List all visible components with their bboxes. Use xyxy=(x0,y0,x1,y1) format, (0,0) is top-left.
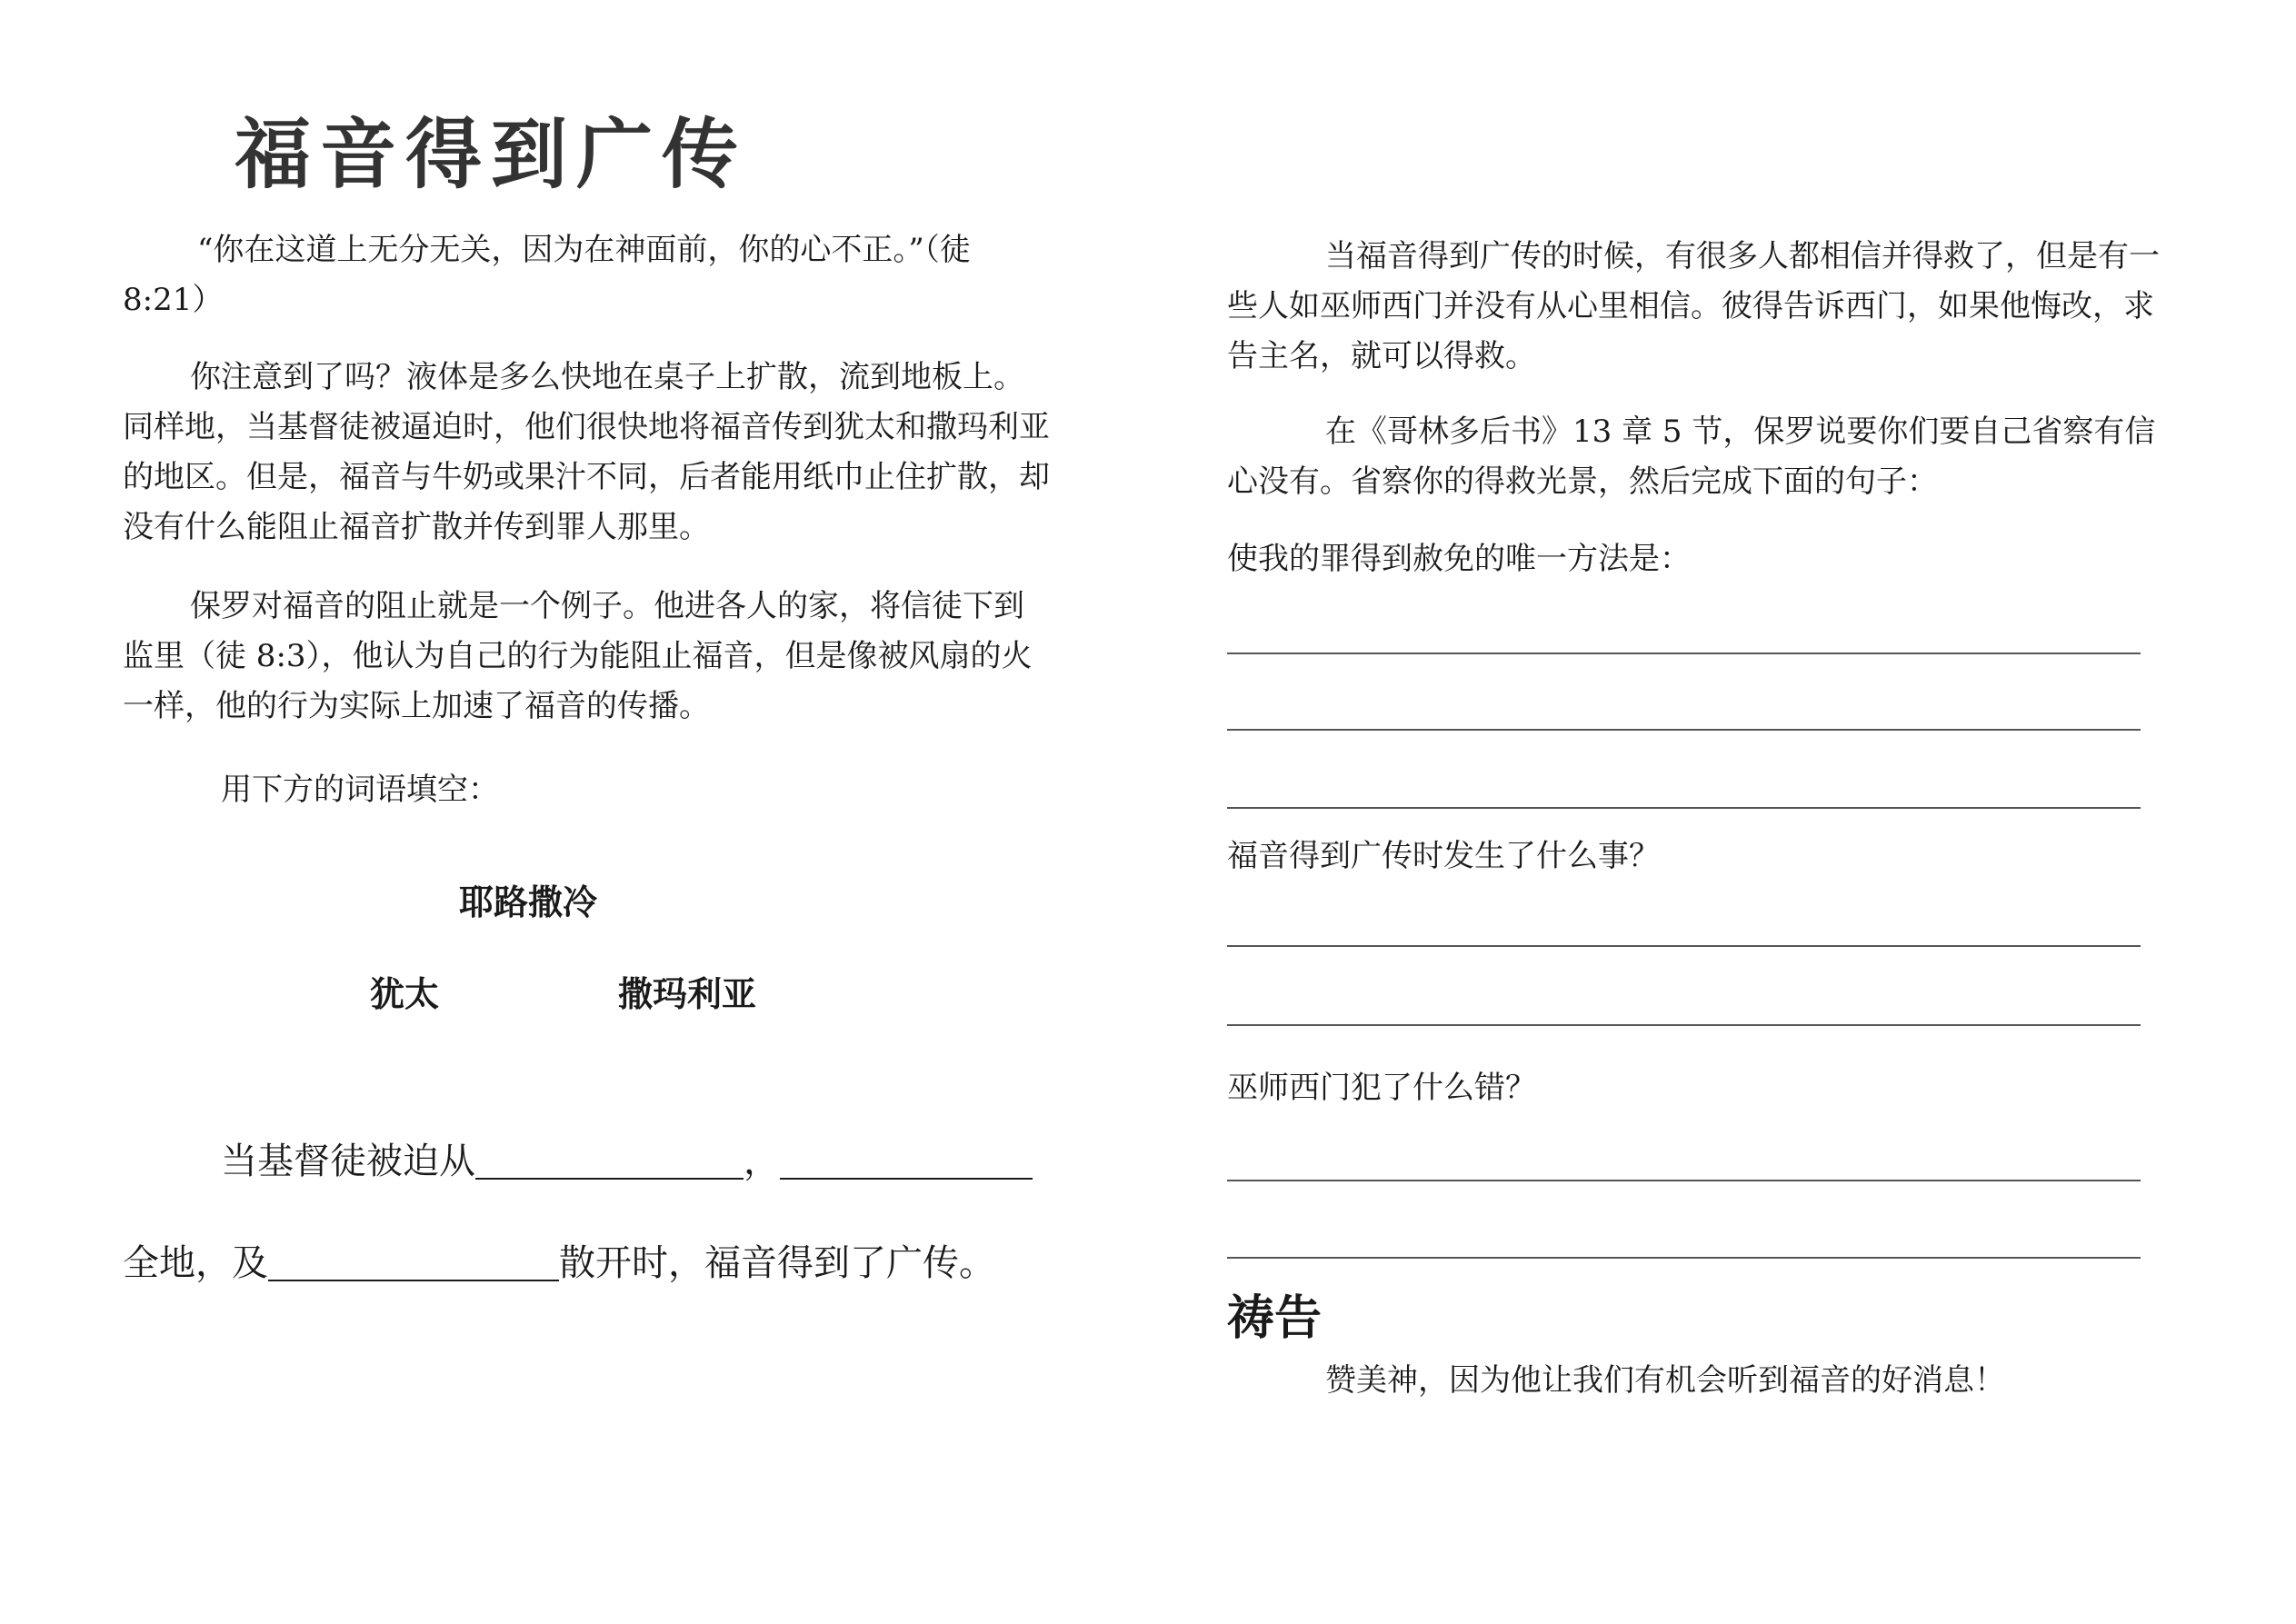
fill-instruction: 用下方的词语填空： xyxy=(221,772,499,808)
word-bank-samaria: 撒玛利亚 xyxy=(618,973,757,1014)
page-title: 福音得到广传 xyxy=(235,109,748,199)
answer-line-2b[interactable] xyxy=(1227,1024,2141,1026)
fill-comma: ， xyxy=(744,1141,780,1182)
memory-verse: “你在这道上无分无关，因为在神面前，你的心不正。”（徒 8:21） xyxy=(123,232,971,318)
blank-2[interactable] xyxy=(780,1143,1033,1180)
right-intro-paragraph: 当福音得到广传的时候，有很多人都相信并得救了，但是有一些人如巫师西门并没有从心里相信。彼得告诉西门，如果他悔改，求告主名，就可以得救。 xyxy=(1227,238,2160,374)
prayer-text: 赞美神，因为他让我们有机会听到福音的好消息！ xyxy=(1325,1362,2005,1399)
answer-line-1c[interactable] xyxy=(1227,807,2141,809)
answer-line-3a[interactable] xyxy=(1227,1180,2141,1181)
word-bank-jerusalem: 耶路撒冷 xyxy=(459,882,598,922)
blank-3[interactable] xyxy=(268,1245,559,1281)
word-bank-judea: 犹太 xyxy=(370,973,440,1014)
question-3: 巫师西门犯了什么错？ xyxy=(1227,1070,1536,1106)
fill-sentence-prefix: 当基督徒被迫从 xyxy=(221,1141,475,1182)
question-2: 福音得到广传时发生了什么事？ xyxy=(1227,838,1660,874)
answer-line-1a[interactable] xyxy=(1227,653,2141,654)
answer-line-3b[interactable] xyxy=(1227,1257,2141,1259)
fill-sentence-line-2 xyxy=(123,1242,995,1284)
blank-1[interactable] xyxy=(475,1143,744,1180)
intro-paragraph: 你注意到了吗？液体是多么快地在桌子上扩散，流到地板上。同样地，当基督徒被逼迫时，他们很快地将福音传到犹太和撒玛利亚的地区。但是，福音与牛奶或果汁不同，后者能用纸巾止住扩散，却没有什么能阻止福音扩散并传到罪人那里。 xyxy=(123,359,1050,545)
question-1: 使我的罪得到赦免的唯一方法是： xyxy=(1227,541,1691,577)
fill-sentence-suffix: 散开时，福音得到了广传。 xyxy=(559,1242,995,1284)
answer-line-1b[interactable] xyxy=(1227,729,2141,731)
fill-sentence-line-1 xyxy=(221,1143,1033,1180)
examine-paragraph: 在《哥林多后书》13 章 5 节，保罗说要你们要自己省察有信心没有。省察你的得救光景，然后完成下面的句子： xyxy=(1227,413,2156,500)
fill-sentence-prefix-2: 全地，及 xyxy=(123,1242,268,1284)
prayer-heading: 祷告 xyxy=(1227,1290,1323,1346)
paul-paragraph: 保罗对福音的阻止就是一个例子。他进各人的家，将信徒下到监里（徒 8:3），他认为自己的行为能阻止福音，但是像被风扇的火一样，他的行为实际上加速了福音的传播。 xyxy=(123,588,1033,724)
answer-line-2a[interactable] xyxy=(1227,945,2141,947)
